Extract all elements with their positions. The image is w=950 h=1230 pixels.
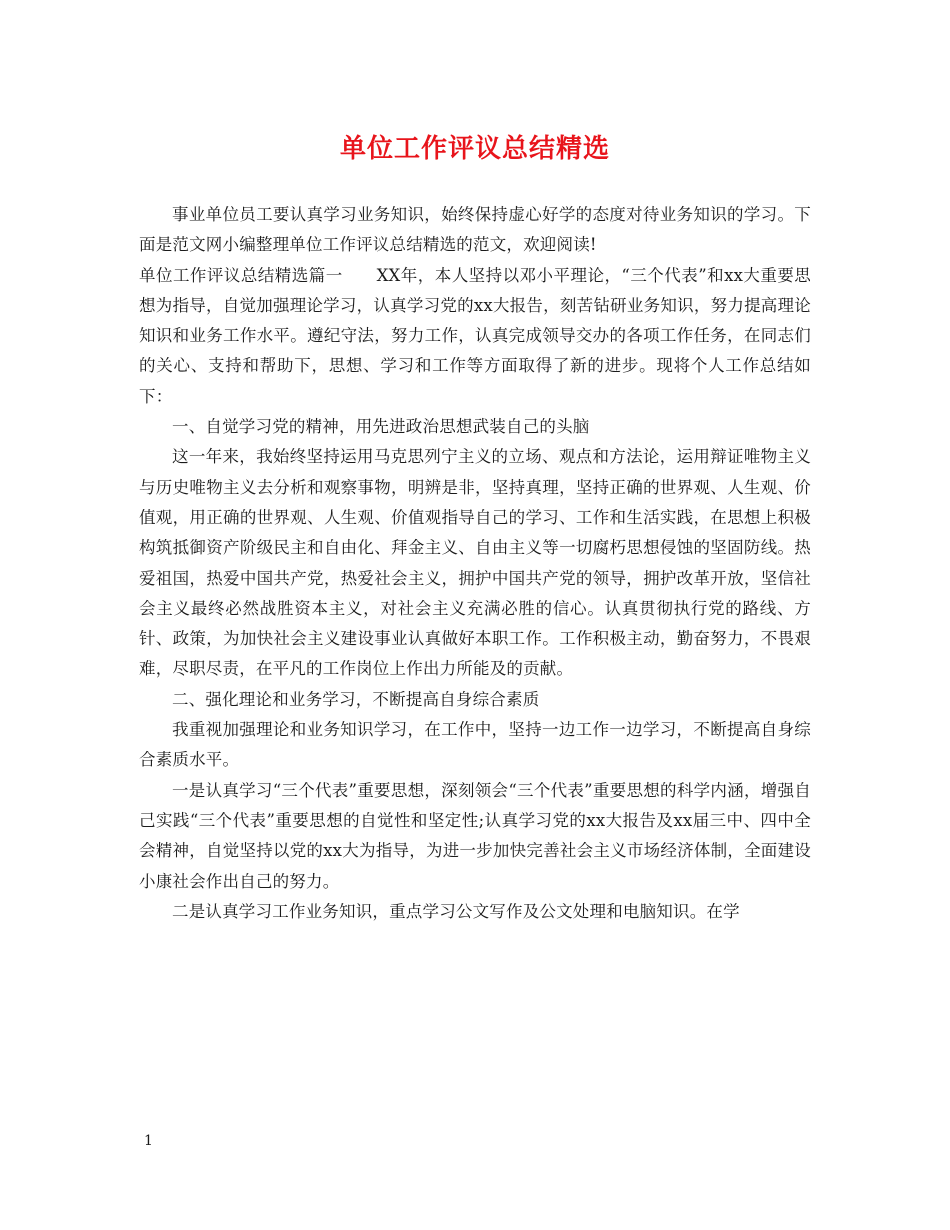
page-number: 1 [144,1133,153,1149]
document-body [139,200,811,927]
document-title: 单位工作评议总结精选 [339,134,610,164]
paragraph-first-point: 一是认真学习“三个代表”重要思想，深刻领会“三个代表”重要思想的科学内涵，增强自己实践“三个代表”重要思想的自觉性和坚定性;认真学习党的xx大报告及xx届三中、四中全会精神，自觉坚持以党的xx大为指导，为进一步加快完善社会主义市场经济体制，全面建设小康社会作出自己的努力。 [139,780,811,891]
paragraph-second-point: 二是认真学习工作业务知识，重点学习公文写作及公文处理和电脑知识。在学 [172,901,740,921]
paragraph-intro: 事业单位员工要认真学习业务知识，始终保持虚心好学的态度对待业务知识的学习。下面是范文网小编整理单位工作评议总结精选的范文，欢迎阅读! [139,205,811,255]
paragraph-section-one-opening: 单位工作评议总结精选篇一 XX年，本人坚持以邓小平理论，“三个代表”和xx大重要思想为指导，自觉加强理论学习，认真学习党的xx大报告，刻苦钻研业务知识，努力提高理论知识和业务工作水平。遵纪守法，努力工作，认真完成领导交办的各项工作任务，在同志们的关心、支持和帮助下，思想、学习和工作等方面取得了新的进步。现将个人工作总结如下： [139,265,811,406]
heading-political-study: 一、自觉学习党的精神，用先进政治思想武装自己的头脑 [172,417,590,437]
paragraph-theory-study: 我重视加强理论和业务知识学习，在工作中，坚持一边工作一边学习，不断提高自身综合素质水平。 [139,720,811,770]
heading-theory-study: 二、强化理论和业务学习，不断提高自身综合素质 [172,689,540,709]
paragraph-political-study: 这一年来，我始终坚持运用马克思列宁主义的立场、观点和方法论，运用辩证唯物主义与历史唯物主义去分析和观察事物，明辨是非，坚持真理，坚持正确的世界观、人生观、价值观，用正确的世界观、人生观、价值观指导自己的学习、工作和生活实践，在思想上积极构筑抵御资产阶级民主和自由化、拜金主义、自由主义等一切腐朽思想侵蚀的坚固防线。热爱祖国，热爱中国共产党，热爱社会主义，拥护中国共产党的领导，拥护改革开放，坚信社会主义最终必然战胜资本主义，对社会主义充满必胜的信心。认真贯彻执行党的路线、方针、政策，为加快社会主义建设事业认真做好本职工作。工作积极主动，勤奋努力，不畏艰难，尽职尽责，在平凡的工作岗位上作出力所能及的贡献。 [139,447,811,679]
